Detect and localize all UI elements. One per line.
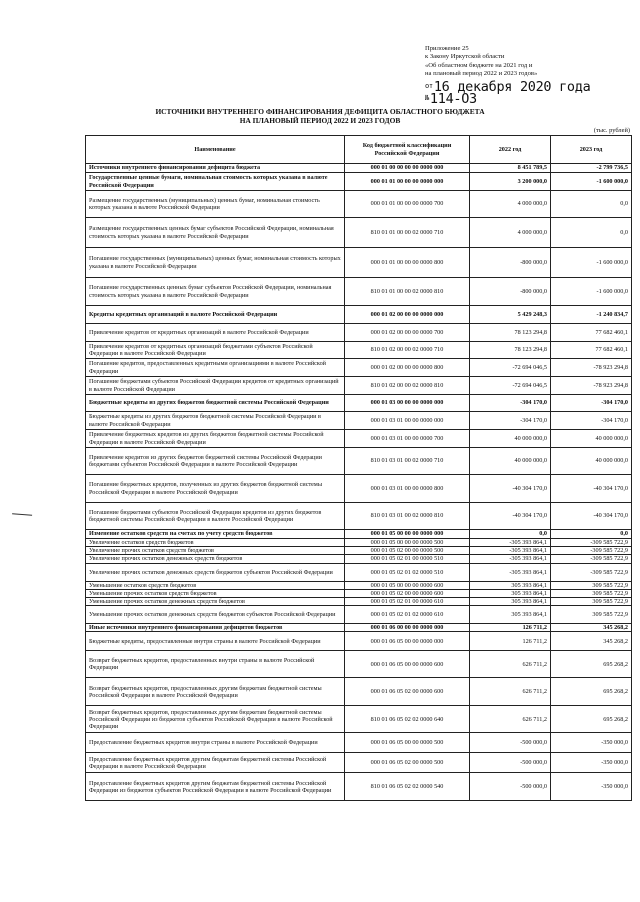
row-code: 000 01 01 00 00 00 0000 000 bbox=[345, 173, 470, 191]
table-body bbox=[86, 164, 632, 801]
row-name: Увеличение прочих остатков денежных средств бюджетов bbox=[86, 555, 345, 563]
row-name: Увеличение остатков средств бюджетов bbox=[86, 539, 345, 547]
row-code: 000 01 00 00 00 00 0000 000 bbox=[345, 164, 470, 173]
row-value-2022: -305 393 864,1 bbox=[470, 563, 551, 581]
appendix-line: на плановый период 2022 и 2023 годов» bbox=[425, 70, 538, 78]
table-row bbox=[86, 430, 632, 448]
row-code: 000 01 03 00 00 00 0000 000 bbox=[345, 395, 470, 412]
row-code: 000 01 05 00 00 00 0000 000 bbox=[345, 530, 470, 539]
row-value-2022: 40 000 000,0 bbox=[470, 430, 551, 448]
row-value-2022: -800 000,0 bbox=[470, 248, 551, 278]
row-name: Предоставление бюджетных кредитов внутри страны в валюте Российской Федерации bbox=[86, 733, 345, 753]
row-value-2023: -1 600 000,0 bbox=[551, 278, 632, 306]
row-value-2023: -1 240 834,7 bbox=[551, 306, 632, 324]
row-name: Предоставление бюджетных кредитов другим бюджетам бюджетной системы Российской Федерации в валюте Российской Федерации bbox=[86, 753, 345, 773]
row-name: Погашение бюджетами субъектов Российской Федерации кредитов из других бюджетов бюджетной системы Российской Федерации в валюте Российской Федерации bbox=[86, 503, 345, 530]
row-value-2022: 626 711,2 bbox=[470, 678, 551, 706]
table-row bbox=[86, 733, 632, 753]
row-name: Увеличение прочих остатков денежных средств бюджетов субъектов Российской Федерации bbox=[86, 563, 345, 581]
table-row bbox=[86, 164, 632, 173]
row-value-2022: -72 694 046,5 bbox=[470, 359, 551, 377]
row-code: 000 01 05 00 00 00 0000 500 bbox=[345, 539, 470, 547]
margin-mark bbox=[12, 513, 32, 518]
row-code: 000 01 06 05 02 00 0000 500 bbox=[345, 753, 470, 773]
table-row bbox=[86, 530, 632, 539]
header-code: Код бюджетной классификации Российской Федерации bbox=[345, 136, 470, 164]
row-value-2022: 626 711,2 bbox=[470, 706, 551, 733]
row-value-2023: 77 682 460,1 bbox=[551, 324, 632, 342]
row-value-2022: 305 393 864,1 bbox=[470, 589, 551, 597]
law-date-number bbox=[425, 81, 635, 105]
row-code: 000 01 05 02 01 02 0000 610 bbox=[345, 606, 470, 624]
row-value-2023: -1 600 000,0 bbox=[551, 173, 632, 191]
row-value-2023: -40 304 170,0 bbox=[551, 503, 632, 530]
row-name: Бюджетные кредиты из других бюджетов бюджетной системы Российской Федерации bbox=[86, 395, 345, 412]
row-value-2022: 8 451 789,5 bbox=[470, 164, 551, 173]
table-row bbox=[86, 448, 632, 475]
row-code: 000 01 05 02 00 00 0000 600 bbox=[345, 589, 470, 597]
table-row bbox=[86, 248, 632, 278]
table-row bbox=[86, 342, 632, 359]
row-name: Возврат бюджетных кредитов, предоставленных другим бюджетам бюджетной системы Российской Федерации в валюте Российской Федерации bbox=[86, 678, 345, 706]
table-row bbox=[86, 598, 632, 606]
row-name: Уменьшение прочих остатков денежных средств бюджетов субъектов Российской Федерации bbox=[86, 606, 345, 624]
table-row bbox=[86, 359, 632, 377]
appendix-line: к Закону Иркутской области bbox=[425, 53, 505, 61]
header-2023: 2023 год bbox=[551, 136, 632, 164]
row-value-2022: -304 170,0 bbox=[470, 412, 551, 430]
table-row bbox=[86, 624, 632, 632]
row-value-2022: 4 000 000,0 bbox=[470, 218, 551, 248]
row-value-2022: -500 000,0 bbox=[470, 733, 551, 753]
row-code: 000 01 03 01 00 00 0000 000 bbox=[345, 412, 470, 430]
row-name: Кредиты кредитных организаций в валюте Российской Федерации bbox=[86, 306, 345, 324]
row-value-2023: 77 682 460,1 bbox=[551, 342, 632, 359]
row-value-2023: -309 585 722,9 bbox=[551, 555, 632, 563]
row-value-2023: -309 585 722,9 bbox=[551, 563, 632, 581]
row-code: 000 01 06 00 00 00 0000 000 bbox=[345, 624, 470, 632]
row-name: Уменьшение остатков средств бюджетов bbox=[86, 581, 345, 589]
row-code: 810 01 03 01 00 02 0000 810 bbox=[345, 503, 470, 530]
table-row bbox=[86, 278, 632, 306]
table-row bbox=[86, 218, 632, 248]
row-value-2022: 40 000 000,0 bbox=[470, 448, 551, 475]
row-code: 810 01 01 00 00 02 0000 710 bbox=[345, 218, 470, 248]
table-row bbox=[86, 706, 632, 733]
header-2022: 2022 год bbox=[470, 136, 551, 164]
row-name: Размещение государственных ценных бумаг субъектов Российской Федерации, номинальная стоимость которых указана в валюте Российской Федерации bbox=[86, 218, 345, 248]
table-row bbox=[86, 606, 632, 624]
row-value-2023: -304 170,0 bbox=[551, 395, 632, 412]
row-value-2022: 4 000 000,0 bbox=[470, 191, 551, 218]
row-code: 000 01 06 05 00 00 0000 600 bbox=[345, 651, 470, 678]
table-row bbox=[86, 539, 632, 547]
row-code: 000 01 05 02 01 00 0000 610 bbox=[345, 598, 470, 606]
appendix-line: «Об областном бюджете на 2021 год и bbox=[425, 61, 533, 69]
row-name: Привлечение кредитов от кредитных организаций бюджетами субъектов Российской Федерации в валюте Российской Федерации bbox=[86, 342, 345, 359]
row-value-2022: -305 393 864,1 bbox=[470, 539, 551, 547]
row-value-2022: -800 000,0 bbox=[470, 278, 551, 306]
row-value-2022: 305 393 864,1 bbox=[470, 581, 551, 589]
table-row bbox=[86, 773, 632, 801]
row-name: Изменение остатков средств на счетах по учету средств бюджетов bbox=[86, 530, 345, 539]
row-name: Источники внутреннего финансирования дефицита бюджета bbox=[86, 164, 345, 173]
row-value-2023: 309 585 722,9 bbox=[551, 589, 632, 597]
document-title bbox=[80, 107, 560, 125]
table-row bbox=[86, 503, 632, 530]
row-name: Государственные ценные бумаги, номинальная стоимость которых указана в валюте Российской Федерации bbox=[86, 173, 345, 191]
row-name: Привлечение кредитов из других бюджетов бюджетной системы Российской Федерации бюджетами субъектов Российской Федерации в валюте Российской Федерации bbox=[86, 448, 345, 475]
row-name: Уменьшение прочих остатков денежных средств бюджетов bbox=[86, 598, 345, 606]
table-row bbox=[86, 581, 632, 589]
row-value-2023: 309 585 722,9 bbox=[551, 606, 632, 624]
table-header-row bbox=[86, 136, 632, 164]
row-name: Погашение кредитов, предоставленных кредитными организациями в валюте Российской Федерации bbox=[86, 359, 345, 377]
table-row bbox=[86, 377, 632, 395]
row-value-2022: 305 393 864,1 bbox=[470, 606, 551, 624]
row-code: 810 01 02 00 00 02 0000 710 bbox=[345, 342, 470, 359]
row-value-2023: 0,0 bbox=[551, 191, 632, 218]
row-code: 000 01 06 05 00 00 0000 000 bbox=[345, 632, 470, 651]
row-value-2023: -40 304 170,0 bbox=[551, 475, 632, 503]
row-name: Привлечение бюджетных кредитов из других бюджетов бюджетной системы Российской Федерации в валюте Российской Федерации bbox=[86, 430, 345, 448]
row-code: 000 01 02 00 00 00 0000 800 bbox=[345, 359, 470, 377]
row-value-2023: 0,0 bbox=[551, 530, 632, 539]
row-code: 000 01 03 01 00 00 0000 800 bbox=[345, 475, 470, 503]
row-name: Погашение бюджетами субъектов Российской Федерации кредитов от кредитных организаций в валюте Российской Федерации bbox=[86, 377, 345, 395]
row-value-2023: 695 268,2 bbox=[551, 706, 632, 733]
row-value-2023: -78 923 294,8 bbox=[551, 377, 632, 395]
table-row bbox=[86, 412, 632, 430]
row-value-2023: 345 268,2 bbox=[551, 632, 632, 651]
row-name: Увеличение прочих остатков средств бюджетов bbox=[86, 547, 345, 555]
row-value-2022: 78 123 294,8 bbox=[470, 324, 551, 342]
number-value: 114-ОЗ bbox=[429, 91, 477, 107]
row-value-2023: 309 585 722,9 bbox=[551, 581, 632, 589]
table-row bbox=[86, 324, 632, 342]
row-value-2022: 0,0 bbox=[470, 530, 551, 539]
table-row bbox=[86, 547, 632, 555]
header-name: Наименование bbox=[86, 136, 345, 164]
row-value-2022: -500 000,0 bbox=[470, 773, 551, 801]
financing-table bbox=[85, 135, 632, 801]
row-code: 000 01 05 02 00 00 0000 500 bbox=[345, 547, 470, 555]
row-code: 000 01 02 00 00 00 0000 000 bbox=[345, 306, 470, 324]
row-code: 000 01 01 00 00 00 0000 700 bbox=[345, 191, 470, 218]
number-prefix: № bbox=[425, 94, 429, 102]
row-value-2022: 126 711,2 bbox=[470, 632, 551, 651]
table-row bbox=[86, 395, 632, 412]
appendix-line: Приложение 25 bbox=[425, 45, 469, 52]
row-value-2022: -40 304 170,0 bbox=[470, 475, 551, 503]
row-value-2023: -309 585 722,9 bbox=[551, 547, 632, 555]
row-value-2022: 126 711,2 bbox=[470, 624, 551, 632]
row-code: 000 01 05 02 01 00 0000 510 bbox=[345, 555, 470, 563]
row-value-2022: -40 304 170,0 bbox=[470, 503, 551, 530]
row-value-2023: -304 170,0 bbox=[551, 412, 632, 430]
row-value-2022: -500 000,0 bbox=[470, 753, 551, 773]
table-row bbox=[86, 173, 632, 191]
row-name: Иные источники внутреннего финансирования дефицитов бюджетов bbox=[86, 624, 345, 632]
table-row bbox=[86, 191, 632, 218]
table-row bbox=[86, 678, 632, 706]
row-value-2023: -1 600 000,0 bbox=[551, 248, 632, 278]
row-value-2022: 3 200 000,0 bbox=[470, 173, 551, 191]
row-value-2022: -304 170,0 bbox=[470, 395, 551, 412]
table-row bbox=[86, 563, 632, 581]
row-value-2023: -309 585 722,9 bbox=[551, 539, 632, 547]
row-value-2022: 305 393 864,1 bbox=[470, 598, 551, 606]
row-code: 000 01 02 00 00 00 0000 700 bbox=[345, 324, 470, 342]
title-line: ИСТОЧНИКИ ВНУТРЕННЕГО ФИНАНСИРОВАНИЯ ДЕФИЦИТА ОБЛАСТНОГО БЮДЖЕТА bbox=[155, 107, 485, 116]
row-value-2022: 626 711,2 bbox=[470, 651, 551, 678]
row-name: Погашение государственных (муниципальных) ценных бумаг, номинальная стоимость которых указана в валюте Российской Федерации bbox=[86, 248, 345, 278]
row-value-2022: 78 123 294,8 bbox=[470, 342, 551, 359]
row-code: 000 01 05 02 01 02 0000 510 bbox=[345, 563, 470, 581]
row-code: 000 01 05 00 00 00 0000 600 bbox=[345, 581, 470, 589]
row-value-2023: -350 000,0 bbox=[551, 733, 632, 753]
row-name: Бюджетные кредиты, предоставленные внутри страны в валюте Российской Федерации bbox=[86, 632, 345, 651]
row-code: 000 01 06 05 00 00 0000 500 bbox=[345, 733, 470, 753]
row-code: 000 01 03 01 00 00 0000 700 bbox=[345, 430, 470, 448]
table-row bbox=[86, 753, 632, 773]
row-name: Возврат бюджетных кредитов, предоставленных другим бюджетам бюджетной системы Российской Федерации из бюджетов субъектов Российской Федерации в валюте Российской Федерации bbox=[86, 706, 345, 733]
row-value-2023: 695 268,2 bbox=[551, 651, 632, 678]
row-value-2023: 695 268,2 bbox=[551, 678, 632, 706]
unit-label: (тыс. рублей) bbox=[593, 127, 630, 134]
row-name: Размещение государственных (муниципальных) ценных бумаг, номинальная стоимость которых указана в валюте Российской Федерации bbox=[86, 191, 345, 218]
title-line: НА ПЛАНОВЫЙ ПЕРИОД 2022 И 2023 ГОДОВ bbox=[239, 116, 401, 125]
row-code: 810 01 06 05 02 02 0000 640 bbox=[345, 706, 470, 733]
row-value-2023: 0,0 bbox=[551, 218, 632, 248]
row-value-2023: 309 585 722,9 bbox=[551, 598, 632, 606]
row-code: 810 01 02 00 00 02 0000 810 bbox=[345, 377, 470, 395]
row-name: Погашение государственных ценных бумаг субъектов Российской Федерации, номинальная стоимость которых указана в валюте Российской Федерации bbox=[86, 278, 345, 306]
row-value-2023: -350 000,0 bbox=[551, 753, 632, 773]
table-row bbox=[86, 306, 632, 324]
row-value-2023: -350 000,0 bbox=[551, 773, 632, 801]
row-value-2023: 345 268,2 bbox=[551, 624, 632, 632]
row-value-2022: -72 694 046,5 bbox=[470, 377, 551, 395]
row-value-2023: 40 000 000,0 bbox=[551, 448, 632, 475]
table-row bbox=[86, 555, 632, 563]
row-value-2022: -305 393 864,1 bbox=[470, 555, 551, 563]
date-prefix: от bbox=[425, 82, 433, 90]
row-code: 000 01 01 00 00 00 0000 800 bbox=[345, 248, 470, 278]
table-row bbox=[86, 589, 632, 597]
table-row bbox=[86, 632, 632, 651]
table-row bbox=[86, 651, 632, 678]
row-name: Возврат бюджетных кредитов, предоставленных внутри страны в валюте Российской Федерации bbox=[86, 651, 345, 678]
row-value-2022: 5 429 248,3 bbox=[470, 306, 551, 324]
appendix-header bbox=[425, 45, 635, 79]
row-code: 810 01 06 05 02 02 0000 540 bbox=[345, 773, 470, 801]
row-value-2023: -2 799 736,5 bbox=[551, 164, 632, 173]
row-name: Бюджетные кредиты из других бюджетов бюджетной системы Российской Федерации в валюте Российской Федерации bbox=[86, 412, 345, 430]
row-value-2022: -305 393 864,1 bbox=[470, 547, 551, 555]
date-value: 16 декабря 2020 года bbox=[433, 79, 591, 95]
row-code: 810 01 01 00 00 02 0000 810 bbox=[345, 278, 470, 306]
row-name: Предоставление бюджетных кредитов другим бюджетам бюджетной системы Российской Федерации из бюджетов субъектов Российской Федерации в валюте Российской Федерации bbox=[86, 773, 345, 801]
row-name: Привлечение кредитов от кредитных организаций в валюте Российской Федерации bbox=[86, 324, 345, 342]
row-value-2023: 40 000 000,0 bbox=[551, 430, 632, 448]
table-row bbox=[86, 475, 632, 503]
row-name: Уменьшение прочих остатков средств бюджетов bbox=[86, 589, 345, 597]
row-name: Погашение бюджетных кредитов, полученных из других бюджетов бюджетной системы Российской Федерации в валюте Российской Федерации bbox=[86, 475, 345, 503]
row-code: 810 01 03 01 00 02 0000 710 bbox=[345, 448, 470, 475]
row-code: 000 01 06 05 02 00 0000 600 bbox=[345, 678, 470, 706]
row-value-2023: -78 923 294,8 bbox=[551, 359, 632, 377]
